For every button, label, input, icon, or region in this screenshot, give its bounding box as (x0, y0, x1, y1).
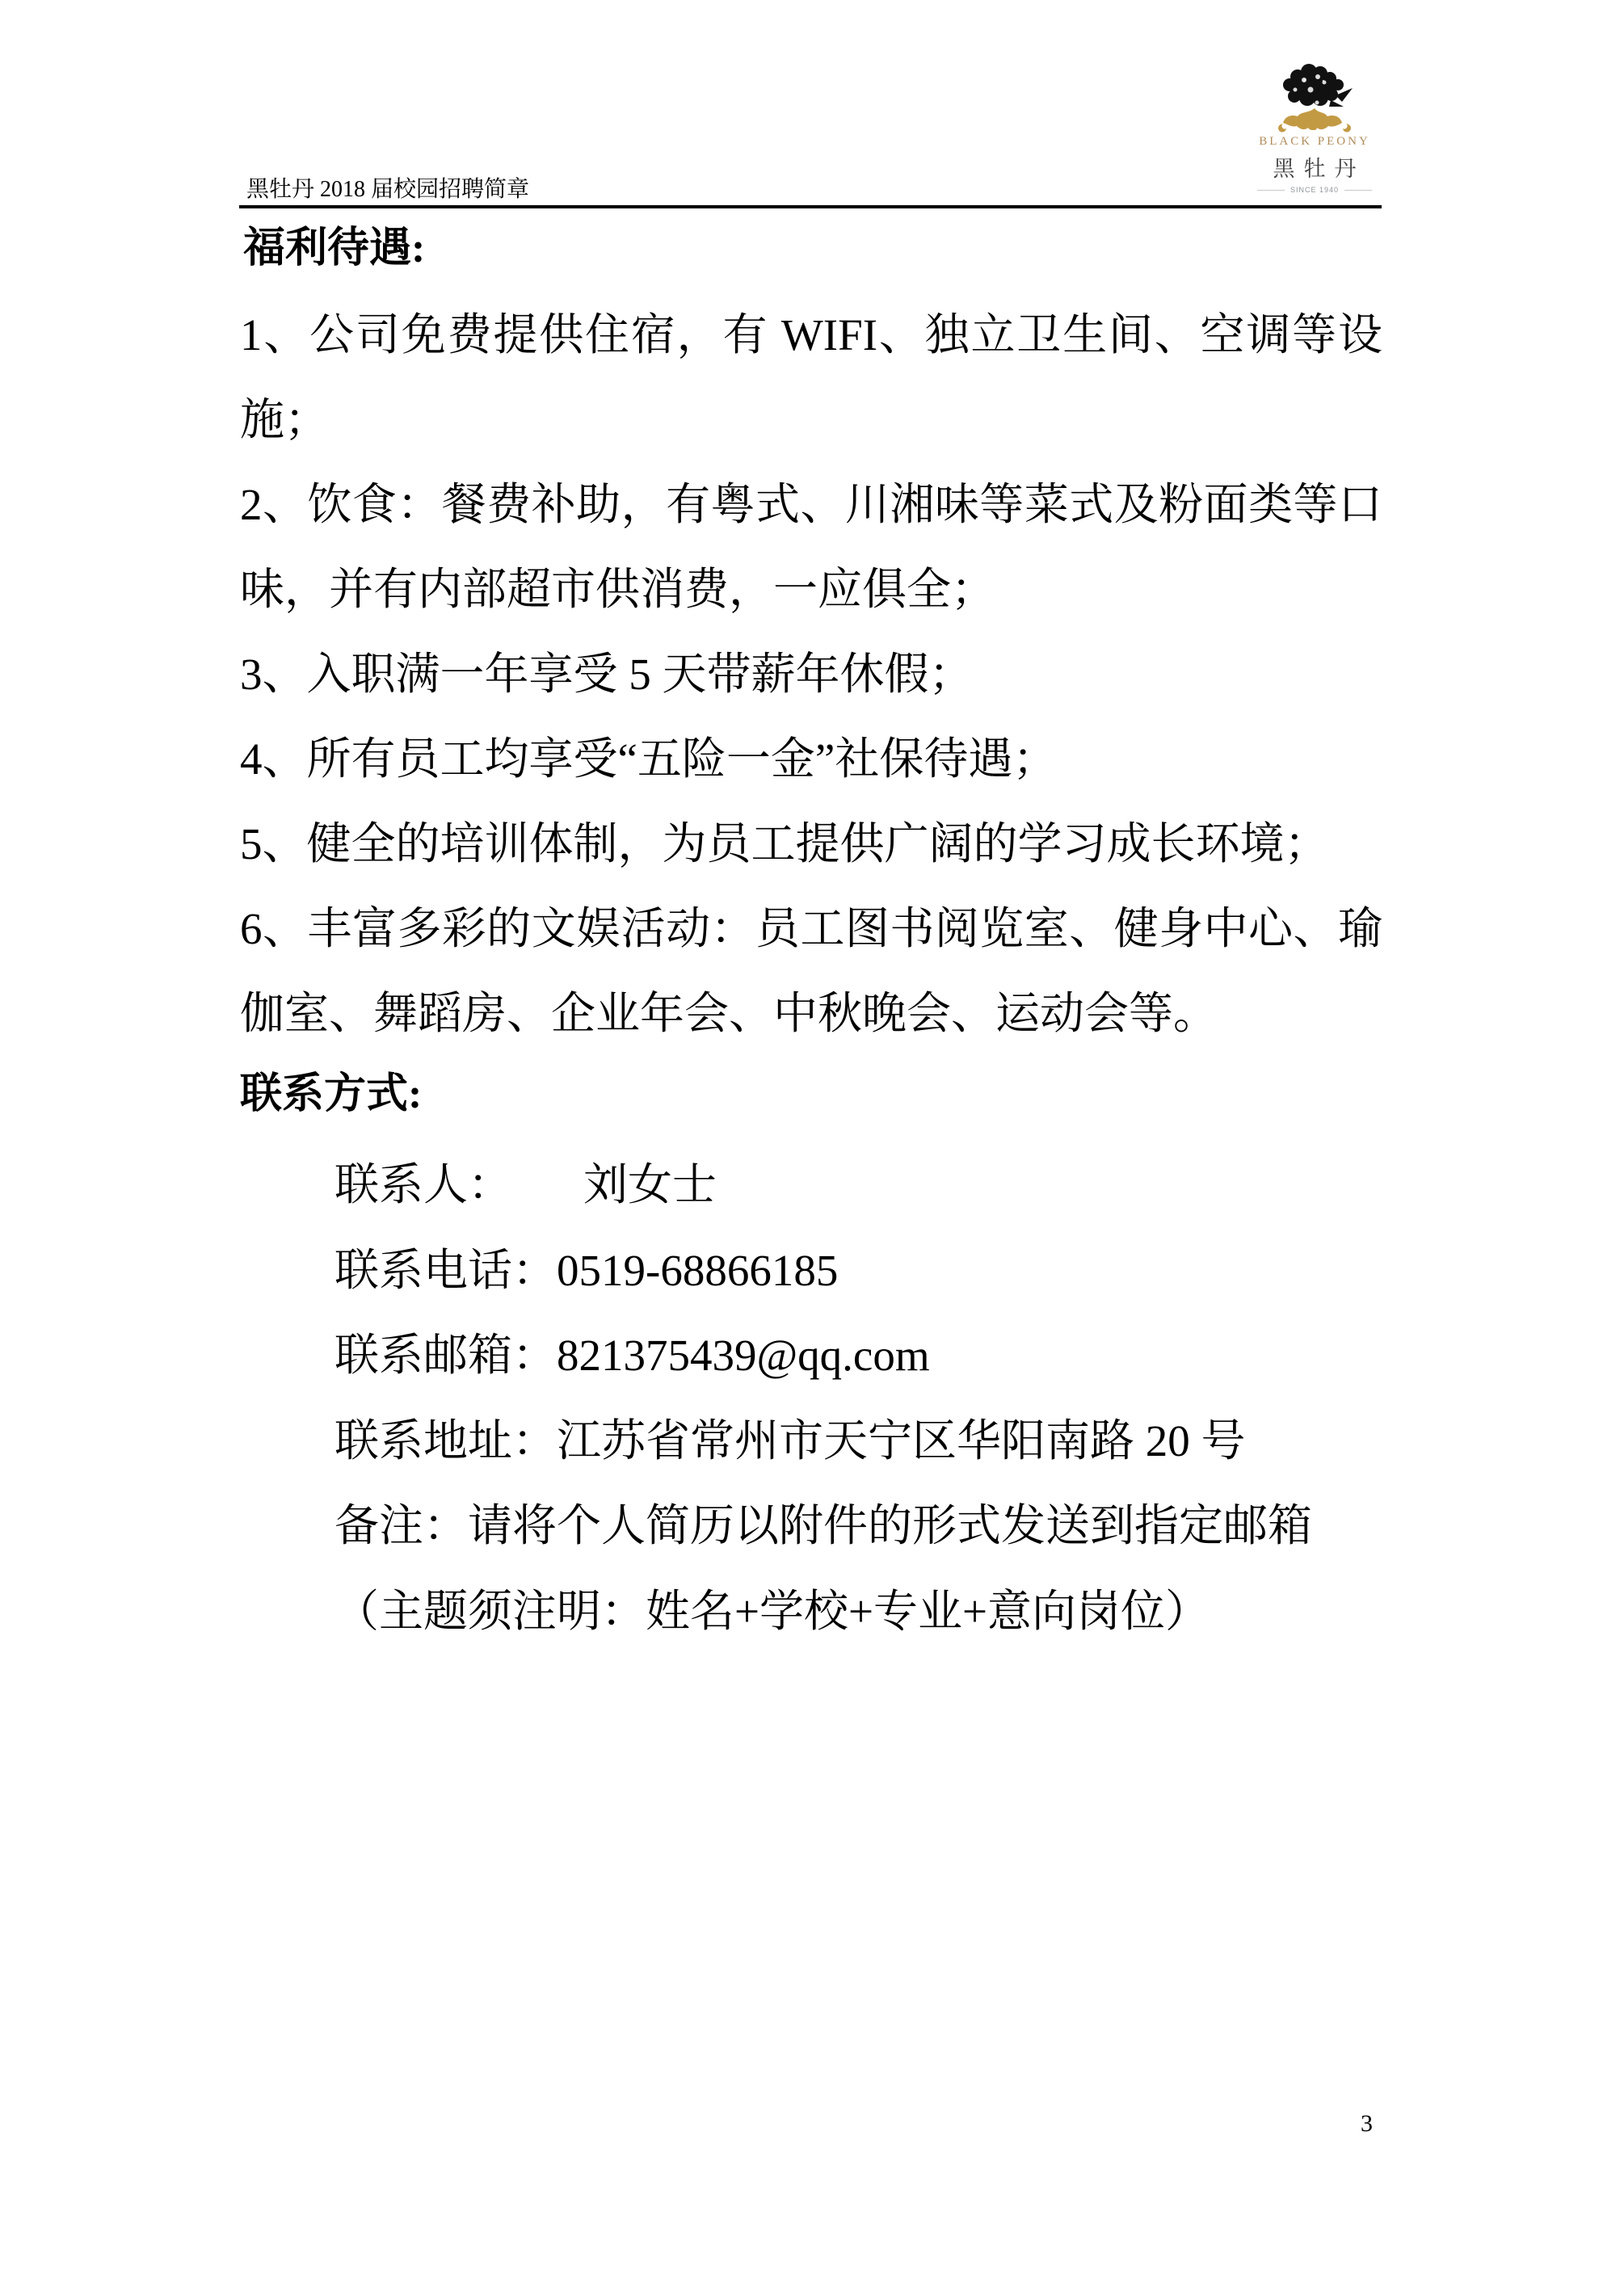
benefit-item: 4、所有员工均享受“五险一金”社保待遇； (240, 734, 1058, 784)
benefit-item: 2、饮食：餐费补助，有粤式、川湘味等菜式及粉面类等口味，并有内部超市供消费，一应俱全； (240, 480, 1382, 614)
gold-scroll-ornament-icon (1278, 108, 1351, 132)
contact-label: 联系地址： (334, 1415, 557, 1465)
contact-label: 联系电话： (334, 1245, 557, 1295)
benefits-list (240, 292, 1382, 1056)
since-divider-left (1257, 190, 1285, 191)
benefit-item: 1、公司免费提供住宿，有 WIFI、独立卫生间、空调等设施； (240, 310, 1382, 444)
page-number: 3 (1361, 2110, 1373, 2137)
contact-row-phone (334, 1228, 1385, 1314)
brand-name-cn: 黑牡丹 (1273, 157, 1365, 181)
brand-since (1257, 186, 1372, 194)
page-header-title: 黑牡丹 2018 届校园招聘简章 (246, 177, 530, 202)
benefits-heading: 福利待遇: (243, 225, 426, 271)
contact-value: 刘女士 (583, 1160, 717, 1209)
contact-list (334, 1142, 1385, 1654)
contact-row-person (334, 1142, 1385, 1228)
since-text: SINCE 1940 (1290, 186, 1340, 194)
contact-row-note-extra (334, 1569, 1385, 1655)
peony-flower-icon (1273, 63, 1357, 132)
contact-value: 江苏省常州市天宁区华阳南路 20 号 (557, 1415, 1246, 1465)
contact-label: 备注： (334, 1501, 469, 1550)
benefit-item: 5、健全的培训体制，为员工提供广阔的学习成长环境； (240, 819, 1329, 868)
brand-name-en: BLACK PEONY (1259, 135, 1370, 148)
contact-value: （主题须注明：姓名+学校+专业+意向岗位） (334, 1586, 1210, 1636)
contact-value: 0519-68866185 (557, 1245, 839, 1295)
since-divider-right (1344, 190, 1372, 191)
contact-heading: 联系方式: (240, 1071, 423, 1117)
contact-label: 联系人： (334, 1160, 513, 1209)
contact-value: 821375439@qq.com (557, 1331, 930, 1380)
contact-row-email (334, 1313, 1385, 1398)
benefit-item: 3、入职满一年享受 5 天带薪年休假； (240, 650, 974, 699)
contact-label: 联系邮箱： (334, 1331, 557, 1380)
contact-row-address (334, 1398, 1385, 1484)
contact-row-note (334, 1483, 1385, 1569)
benefit-item: 6、丰富多彩的文娱活动：员工图书阅览室、健身中心、瑜伽室、舞蹈房、企业年会、中秋晚会、运动会等。 (240, 904, 1382, 1038)
brand-logo (1247, 63, 1382, 194)
header-divider (239, 205, 1382, 208)
contact-value: 请将个人简历以附件的形式发送到指定邮箱 (468, 1501, 1313, 1550)
